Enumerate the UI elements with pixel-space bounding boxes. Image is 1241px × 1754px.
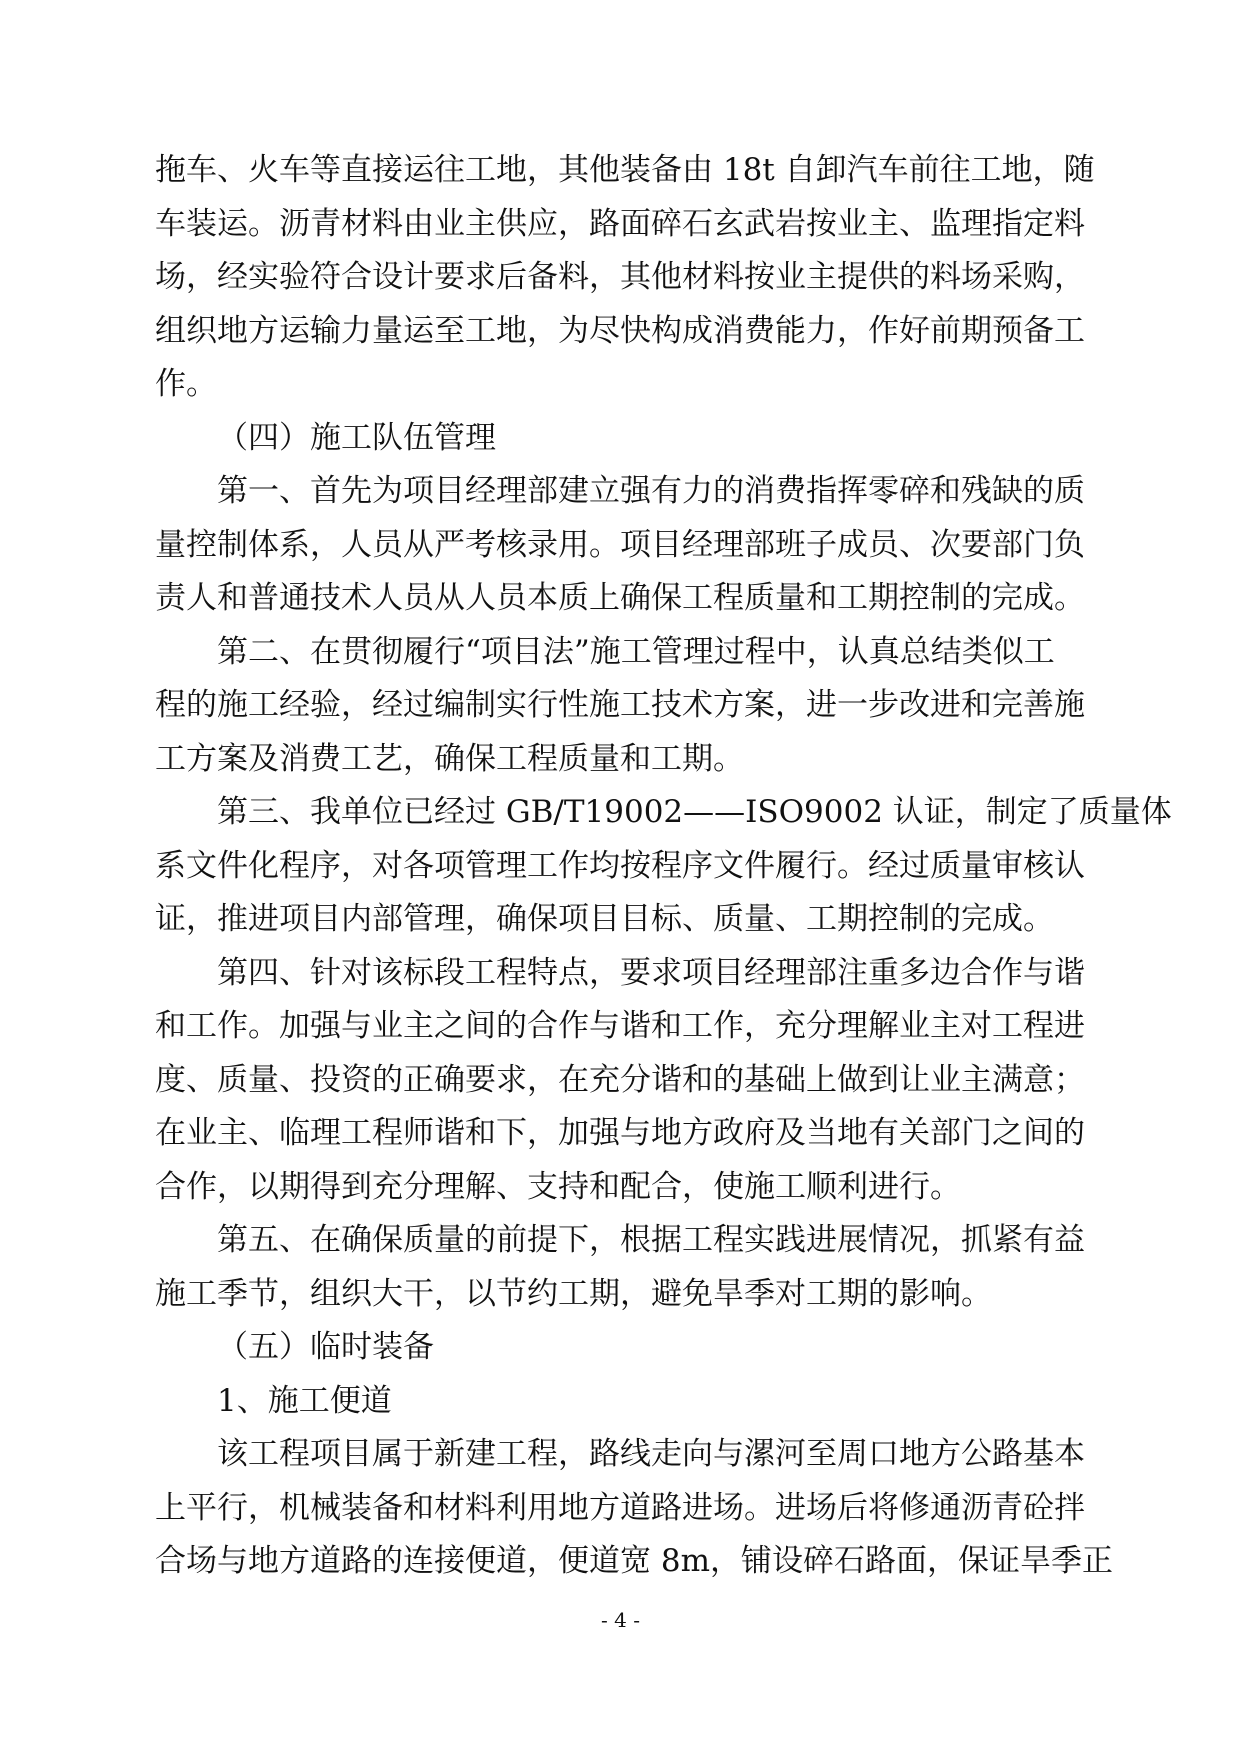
text-line: 第一、首先为项目经理部建立强有力的消费指挥零碎和残缺的质 — [217, 473, 1085, 509]
text-line: 作。 — [155, 366, 217, 402]
text-line: 合场与地方道路的连接便道，便道宽 8m，铺设碎石路面，保证旱季正 — [155, 1543, 1113, 1579]
text-line: 施工季节，组织大干，以节约工期，避免旱季对工期的影响。 — [155, 1275, 992, 1312]
text-line: 车装运。沥青材料由业主供应，路面碎石玄武岩按业主、监理指定料 — [155, 205, 1085, 242]
text-line: 组织地方运输力量运至工地，为尽快构成消费能力，作好前期预备工 — [155, 312, 1085, 349]
text-line: 第五、在确保质量的前提下，根据工程实践进展情况，抓紧有益 — [217, 1222, 1085, 1258]
subsection-heading: 1、施工便道 — [217, 1382, 392, 1419]
text-line: 度、质量、投资的正确要求，在充分谐和的基础上做到让业主满意； — [155, 1061, 1085, 1098]
text-line: 证，推进项目内部管理，确保项目目标、质量、工期控制的完成。 — [155, 901, 1054, 937]
text-line: 第二、在贯彻履行“项目法”施工管理过程中，认真总结类似工 — [217, 633, 1055, 670]
text-line: 上平行，机械装备和材料利用地方道路进场。进场后将修通沥青砼拌 — [155, 1489, 1085, 1526]
section-heading: （五）临时装备 — [217, 1329, 434, 1365]
text-line: 场，经实验符合设计要求后备料，其他材料按业主提供的料场采购， — [155, 259, 1085, 295]
text-line: 责人和普通技术人员从人员本质上确保工程质量和工期控制的完成。 — [155, 580, 1085, 616]
text-line: 第三、我单位已经过 GB/T19002——ISO9002 认证，制定了质量体 — [217, 794, 1172, 830]
text-line: 量控制体系，人员从严考核录用。项目经理部班子成员、次要部门负 — [155, 526, 1085, 563]
text-line: 该工程项目属于新建工程，路线走向与漯河至周口地方公路基本 — [217, 1436, 1085, 1472]
text-line: 程的施工经验，经过编制实行性施工技术方案，进一步改进和完善施 — [155, 687, 1085, 723]
text-line: 拖车、火车等直接运往工地，其他装备由 18t 自卸汽车前往工地，随 — [155, 152, 1095, 188]
text-line: 系文件化程序，对各项管理工作均按程序文件履行。经过质量审核认 — [155, 847, 1085, 884]
page-number: - 4 - — [601, 1608, 640, 1632]
section-heading: （四）施工队伍管理 — [217, 419, 496, 456]
text-line: 合作，以期得到充分理解、支持和配合，使施工顺利进行。 — [155, 1168, 961, 1205]
text-line: 第四、针对该标段工程特点，要求项目经理部注重多边合作与谐 — [217, 954, 1085, 991]
document-body — [155, 144, 1172, 1589]
text-line: 和工作。加强与业主之间的合作与谐和工作，充分理解业主对工程进 — [155, 1008, 1085, 1044]
text-line: 在业主、临理工程师谐和下，加强与地方政府及当地有关部门之间的 — [155, 1115, 1085, 1151]
text-line: 工方案及消费工艺，确保工程质量和工期。 — [155, 740, 744, 777]
